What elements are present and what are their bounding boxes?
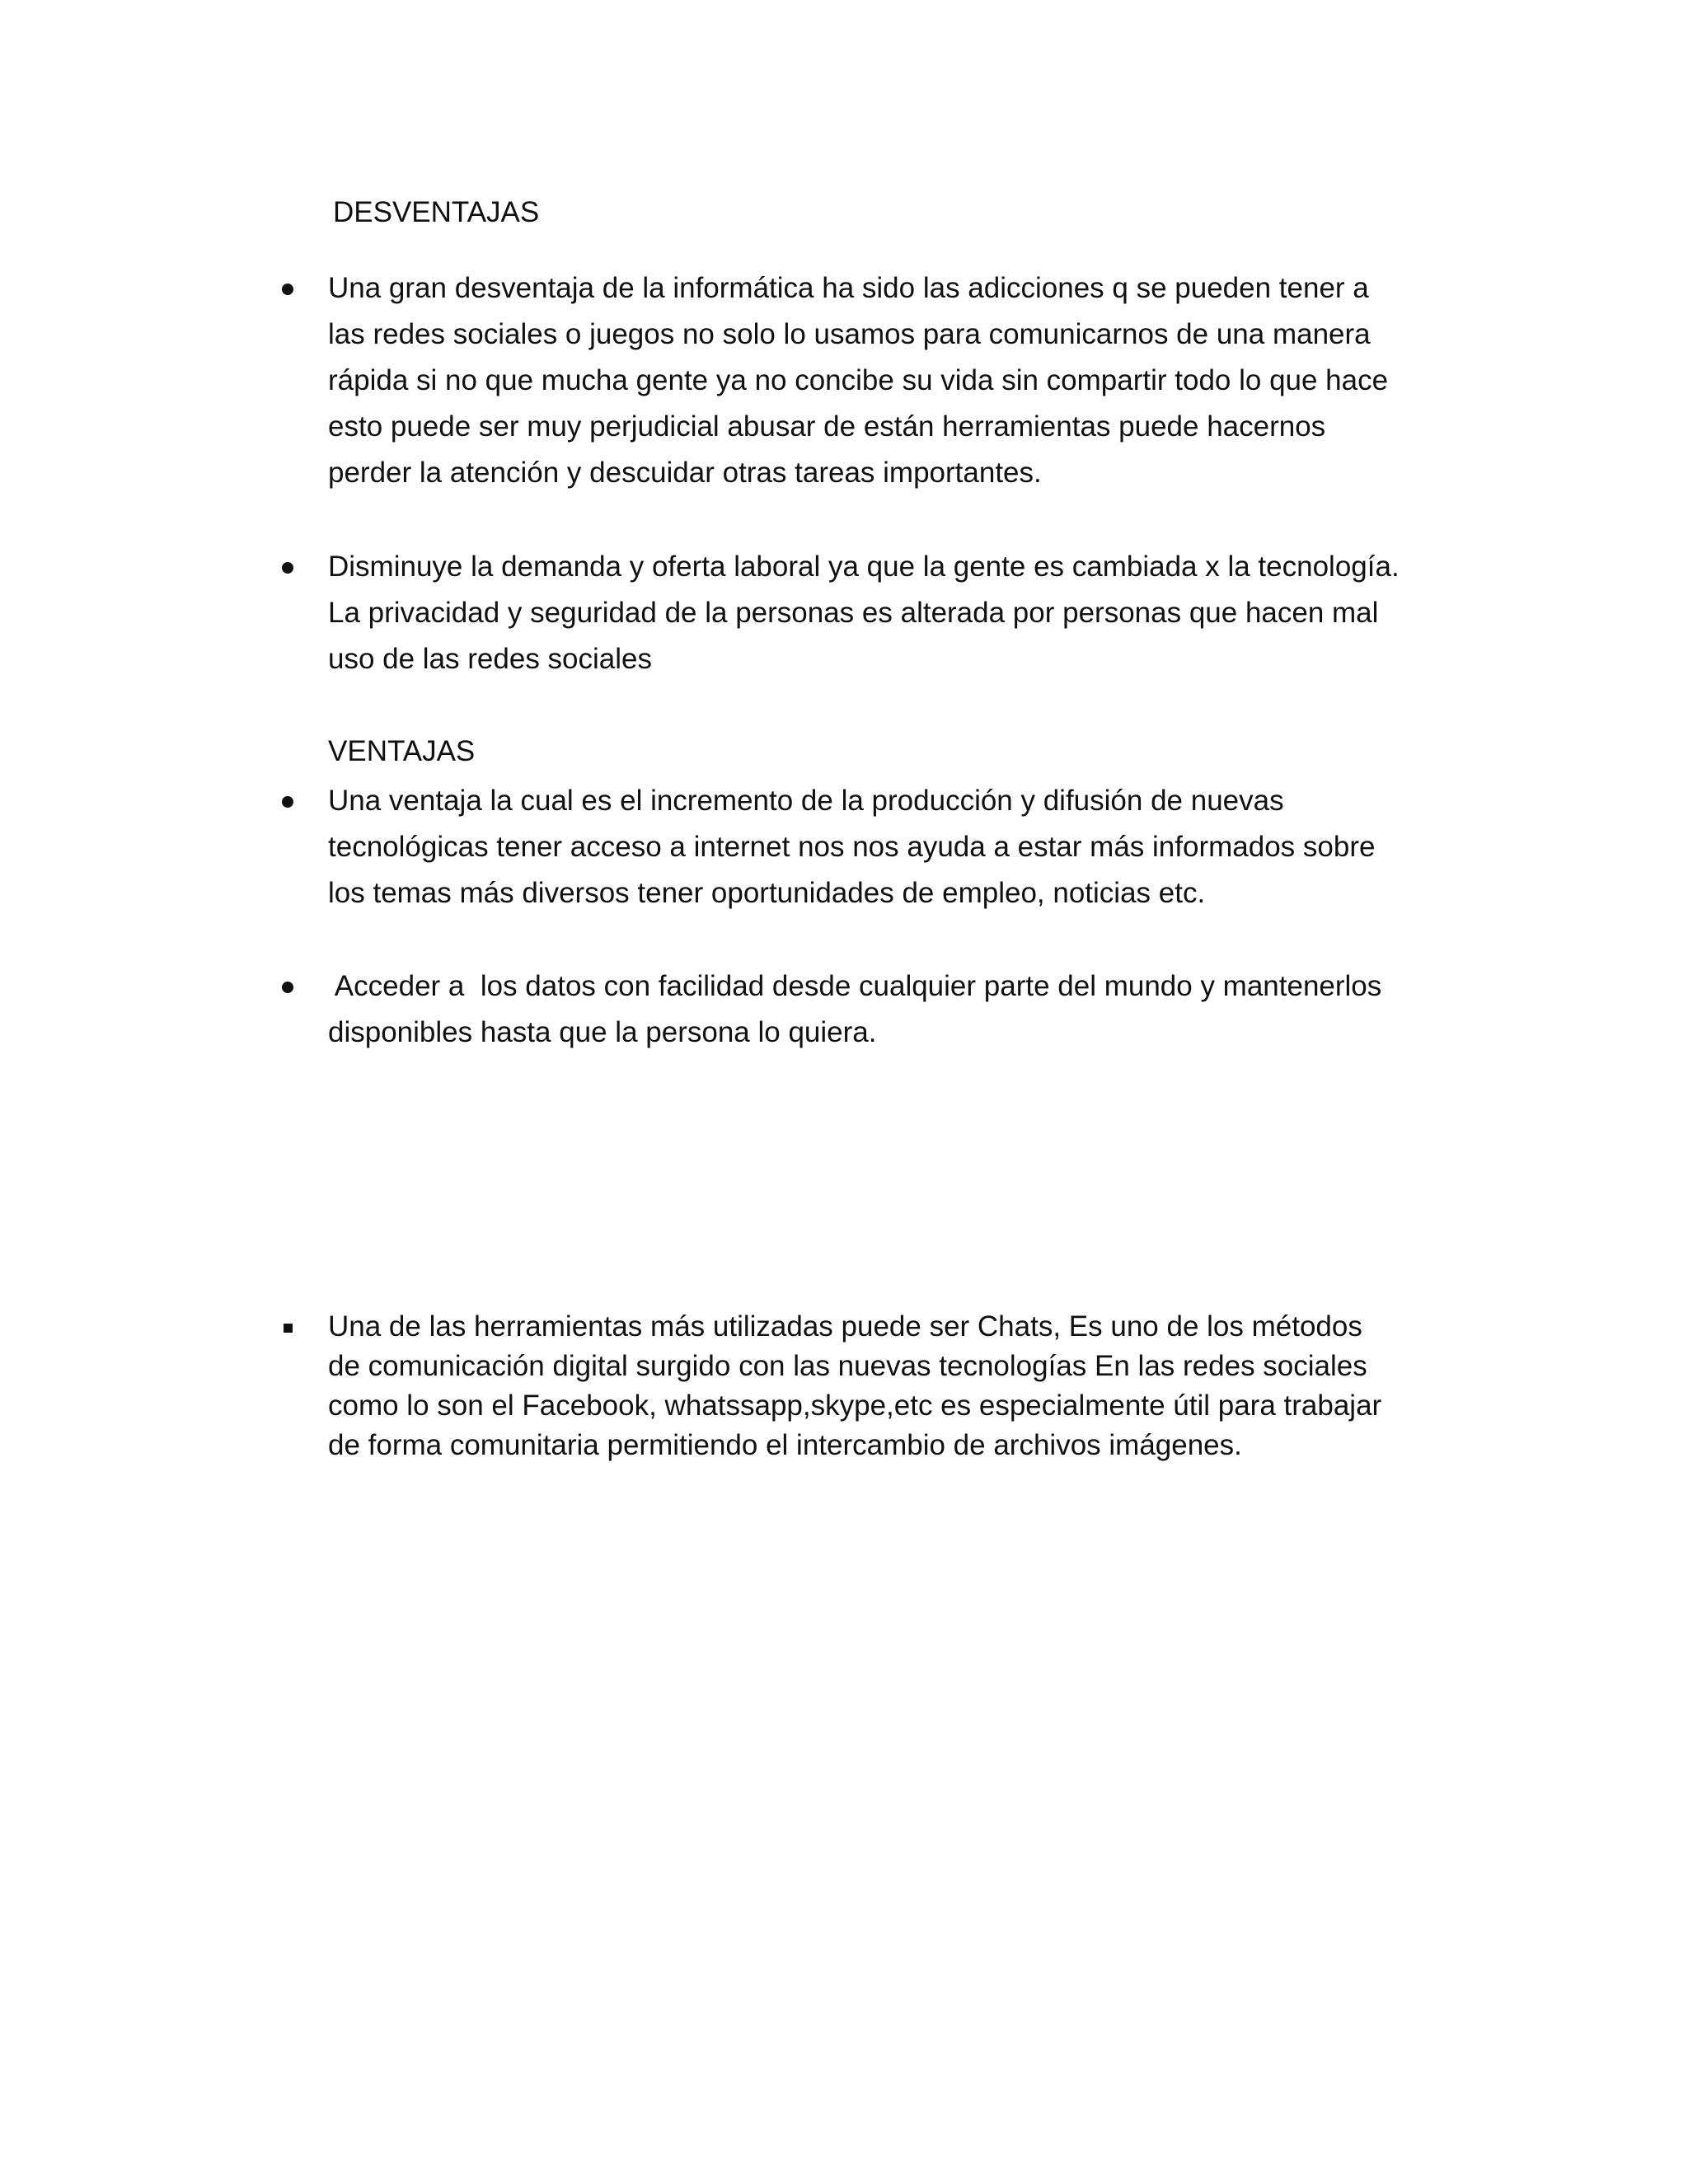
text-line: rápida si no que mucha gente ya no concibe su vida sin compartir todo lo que hace <box>328 364 1389 396</box>
text-line: perder la atención y descuidar otras tareas importantes. <box>328 457 1042 489</box>
text-line: Disminuye la demanda y oferta laboral ya que la gente es cambiada x la tecnología. <box>328 551 1400 583</box>
bullet-icon <box>282 796 293 808</box>
text-line: Acceder a los datos con facilidad desde cualquier parte del mundo y mantenerlos <box>328 970 1382 1002</box>
bullet-icon <box>282 284 293 295</box>
desventaja-item-2 <box>328 549 1457 687</box>
heading-desventajas: DESVENTAJAS <box>333 196 540 228</box>
text-line: de forma comunitaria permitiendo el intercambio de archivos imágenes. <box>328 1429 1242 1461</box>
desventaja-item-1 <box>328 270 1457 501</box>
text-line: Una gran desventaja de la informática ha sido las adicciones q se pueden tener a <box>328 272 1369 304</box>
heading-ventajas: VENTAJAS <box>328 735 476 767</box>
herramientas-item <box>328 1310 1457 1469</box>
text-line: los temas más diversos tener oportunidades de empleo, noticias etc. <box>328 877 1206 909</box>
text-line: tecnológicas tener acceso a internet nos nos ayuda a estar más informados sobre <box>328 831 1376 863</box>
bullet-icon <box>282 562 293 574</box>
ventaja-item-2 <box>328 968 1457 1061</box>
text-line: Una ventaja la cual es el incremento de la producción y difusión de nuevas <box>328 785 1284 817</box>
text-line: uso de las redes sociales <box>328 643 652 675</box>
bullet-icon <box>282 982 293 993</box>
text-line: como lo son el Facebook, whatssapp,skype,etc es especialmente útil para trabajar <box>328 1390 1382 1422</box>
ventaja-item-1 <box>328 783 1457 921</box>
text-line: disponibles hasta que la persona lo quiera. <box>328 1016 877 1048</box>
text-line: las redes sociales o juegos no solo lo usamos para comunicarnos de una manera <box>328 318 1371 350</box>
square-bullet-icon <box>284 1324 293 1333</box>
text-line: Una de las herramientas más utilizadas puede ser Chats, Es uno de los métodos <box>328 1310 1362 1343</box>
text-line: de comunicación digital surgido con las nuevas tecnologías En las redes sociales <box>328 1350 1367 1382</box>
text-line: La privacidad y seguridad de la personas es alterada por personas que hacen mal <box>328 597 1379 629</box>
text-line: esto puede ser muy perjudicial abusar de están herramientas puede hacernos <box>328 410 1326 443</box>
